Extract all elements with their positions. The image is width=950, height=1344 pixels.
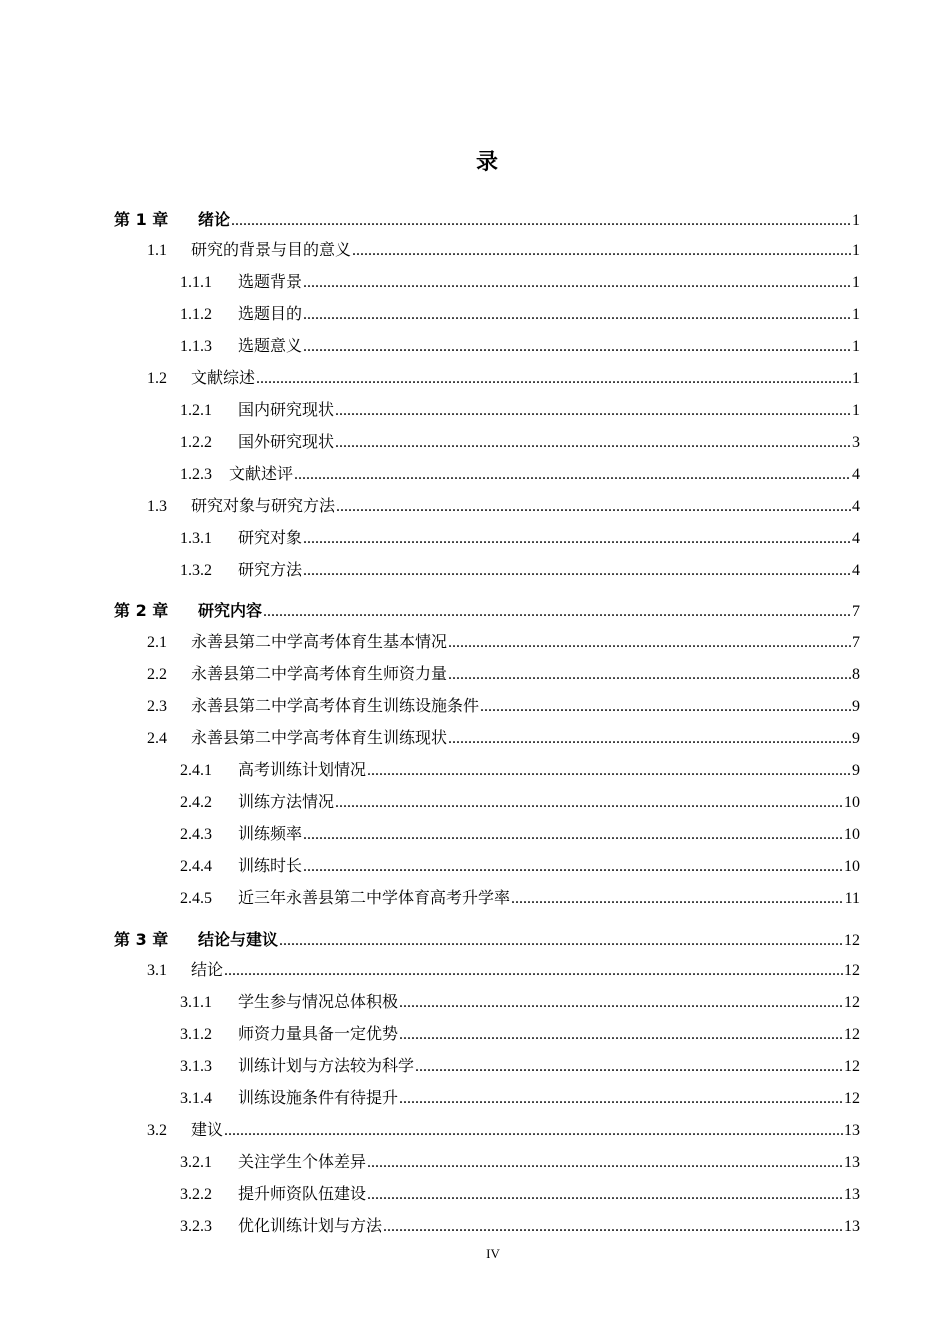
toc-entry-number: 1.1.3 [180,338,212,355]
toc-entry-number: 2.4 [147,730,167,747]
toc-entry-number: 3.2 [147,1122,167,1139]
toc-entry-page: 13 [844,1154,860,1171]
toc-leader-dots [352,239,851,263]
toc-entry-title: 训练频率 [238,826,303,843]
toc-entry-number: 3.2.3 [180,1218,212,1235]
toc-leader-dots [294,463,851,487]
toc-leader-dots [335,791,843,815]
toc-entry-page: 12 [844,1026,860,1043]
toc-entry-page: 3 [852,434,860,451]
toc-chapter-entry[interactable] [114,208,860,232]
toc-entry-page: 11 [844,890,860,907]
toc-entry-title: 研究的背景与目的意义 [191,242,352,259]
toc-entry-page: 1 [852,274,860,291]
toc-entry[interactable] [180,759,860,783]
toc-entry[interactable] [180,1023,860,1047]
toc-entry-number: 2.4.5 [180,890,212,907]
toc-entry[interactable] [180,823,860,847]
toc-entry-page: 1 [852,306,860,323]
toc-entry[interactable] [180,855,860,879]
toc-entry-page: 12 [844,932,860,949]
toc-leader-dots [303,303,851,327]
toc-entry-number: 2.4.3 [180,826,212,843]
toc-entry-title: 文献综述 [191,370,256,387]
toc-leader-dots [303,271,851,295]
toc-entry-page: 4 [852,530,860,547]
toc-entry-page: 12 [844,994,860,1011]
toc-entry-page: 10 [844,858,860,875]
toc-entry-page: 9 [852,698,860,715]
toc-leader-dots [256,367,851,391]
toc-leader-dots [335,399,851,423]
page-number: IV [486,1246,500,1261]
toc-leader-dots [224,1119,843,1143]
toc-entry[interactable] [180,431,860,455]
toc-entry[interactable] [147,727,860,751]
toc-entry-number: 第 3 章 [114,930,169,949]
toc-entry-number: 3.1.1 [180,994,212,1011]
toc-entry-page: 12 [844,962,860,979]
toc-entry[interactable] [147,239,860,263]
toc-entry-number: 3.2.1 [180,1154,212,1171]
toc-entry-page: 10 [844,794,860,811]
toc-entry-number: 1.2.3 [180,466,212,483]
toc-entry-title: 结论 [191,962,224,979]
toc-entry-page: 1 [852,338,860,355]
toc-leader-dots [263,600,851,624]
toc-entry-page: 13 [844,1122,860,1139]
toc-entry[interactable] [180,1215,860,1239]
toc-entry-page: 8 [852,666,860,683]
toc-entry-page: 9 [852,762,860,779]
toc-leader-dots [279,929,843,953]
toc-leader-dots [367,759,851,783]
toc-entry-title: 研究方法 [238,562,303,579]
toc-entry-title: 永善县第二中学高考体育生训练现状 [191,730,448,747]
toc-entry-page: 7 [852,634,860,651]
toc-leader-dots [511,887,844,911]
toc-entry[interactable] [147,1119,860,1143]
toc-entry-number: 1.3.1 [180,530,212,547]
toc-leader-dots [303,823,843,847]
toc-entry-title: 研究内容 [198,601,263,620]
toc-entry[interactable] [180,1151,860,1175]
toc-entry[interactable] [147,663,860,687]
toc-entry-title: 永善县第二中学高考体育生基本情况 [191,634,448,651]
toc-entry-title: 研究对象与研究方法 [191,498,336,515]
toc-leader-dots [367,1151,843,1175]
toc-leader-dots [448,631,851,655]
toc-entry-title: 训练方法情况 [238,794,335,811]
toc-entry-title: 选题背景 [238,274,303,291]
toc-entry-number: 第 2 章 [114,601,169,620]
toc-leader-dots [224,959,843,983]
toc-entry-number: 1.3.2 [180,562,212,579]
toc-leader-dots [415,1055,843,1079]
toc-entry-number: 1.1.2 [180,306,212,323]
toc-entry-title: 师资力量具备一定优势 [238,1026,399,1043]
toc-chapter-entry[interactable] [114,928,860,952]
toc-leader-dots [383,1215,843,1239]
toc-entry[interactable] [180,1087,860,1111]
toc-entry[interactable] [147,959,860,983]
toc-entry[interactable] [180,791,860,815]
toc-leader-dots [448,727,851,751]
toc-entry-number: 2.4.4 [180,858,212,875]
toc-entry-title: 永善县第二中学高考体育生训练设施条件 [191,698,480,715]
toc-entry-title: 结论与建议 [198,930,279,949]
toc-entry-page: 1 [852,402,860,419]
toc-entry-title: 高考训练计划情况 [238,762,367,779]
toc-leader-dots [336,495,851,519]
toc-entry-page: 13 [844,1186,860,1203]
toc-leader-dots [399,991,843,1015]
toc-entry-title: 学生参与情况总体积极 [238,994,399,1011]
toc-entry[interactable] [180,991,860,1015]
toc-entry-number: 1.2.1 [180,402,212,419]
toc-entry-title: 关注学生个体差异 [238,1154,367,1171]
toc-leader-dots [399,1087,843,1111]
toc-entry-title: 提升师资队伍建设 [238,1186,367,1203]
toc-entry[interactable] [180,303,860,327]
toc-entry-page: 10 [844,826,860,843]
toc-entry-page: 1 [852,242,860,259]
toc-entry-number: 2.1 [147,634,167,651]
toc-entry-title: 文献述评 [229,466,294,483]
toc-leader-dots [367,1183,843,1207]
toc-title: 录 [475,150,498,175]
toc-entry-title: 国外研究现状 [238,434,335,451]
toc-leader-dots [480,695,851,719]
toc-leader-dots [231,209,851,233]
toc-entry-title: 绪论 [198,210,231,229]
toc-entry-number: 1.1.1 [180,274,212,291]
toc-entry[interactable] [180,463,860,487]
toc-entry[interactable] [180,527,860,551]
toc-leader-dots [303,527,851,551]
toc-entry[interactable] [180,1055,860,1079]
toc-entry[interactable] [180,1183,860,1207]
toc-entry-title: 永善县第二中学高考体育生师资力量 [191,666,448,683]
toc-entry-title: 选题目的 [238,306,303,323]
toc-entry[interactable] [180,271,860,295]
toc-entry-title: 近三年永善县第二中学体育高考升学率 [238,890,511,907]
toc-entry-page: 12 [844,1058,860,1075]
toc-entry[interactable] [147,695,860,719]
toc-leader-dots [335,431,851,455]
toc-entry[interactable] [180,335,860,359]
toc-entry[interactable] [147,367,860,391]
toc-entry-number: 2.3 [147,698,167,715]
toc-entry-title: 国内研究现状 [238,402,335,419]
toc-entry-page: 13 [844,1218,860,1235]
toc-chapter-entry[interactable] [114,599,860,623]
toc-entry-number: 2.2 [147,666,167,683]
toc-leader-dots [303,855,843,879]
toc-entry-title: 训练时长 [238,858,303,875]
toc-entry-title: 训练计划与方法较为科学 [238,1058,415,1075]
toc-entry-title: 训练设施条件有待提升 [238,1090,399,1107]
toc-entry-page: 9 [852,730,860,747]
toc-entry-number: 1.2 [147,370,167,387]
toc-leader-dots [303,559,851,583]
toc-entry[interactable] [147,495,860,519]
toc-entry[interactable] [180,887,860,911]
toc-entry-title: 选题意义 [238,338,303,355]
toc-entry-number: 1.2.2 [180,434,212,451]
toc-entry-page: 7 [852,603,860,620]
toc-entry-number: 3.1.3 [180,1058,212,1075]
toc-entry[interactable] [180,559,860,583]
toc-leader-dots [303,335,851,359]
toc-entry-page: 1 [852,212,860,229]
toc-entry-page: 4 [852,498,860,515]
toc-entry-page: 4 [852,562,860,579]
toc-entry-number: 3.1.2 [180,1026,212,1043]
toc-entry-title: 优化训练计划与方法 [238,1218,383,1235]
toc-entry-number: 2.4.2 [180,794,212,811]
toc-entry-number: 第 1 章 [114,210,169,229]
toc-entry-number: 1.3 [147,498,167,515]
toc-entry-title: 建议 [191,1122,224,1139]
toc-leader-dots [448,663,851,687]
toc-entry[interactable] [147,631,860,655]
toc-entry-page: 4 [852,466,860,483]
toc-entry-number: 3.1 [147,962,167,979]
toc-leader-dots [399,1023,843,1047]
toc-entry-page: 1 [852,370,860,387]
toc-entry-page: 12 [844,1090,860,1107]
toc-entry-number: 1.1 [147,242,167,259]
toc-entry[interactable] [180,399,860,423]
toc-entry-number: 3.2.2 [180,1186,212,1203]
toc-entry-number: 2.4.1 [180,762,212,779]
toc-entry-number: 3.1.4 [180,1090,212,1107]
toc-entry-title: 研究对象 [238,530,303,547]
